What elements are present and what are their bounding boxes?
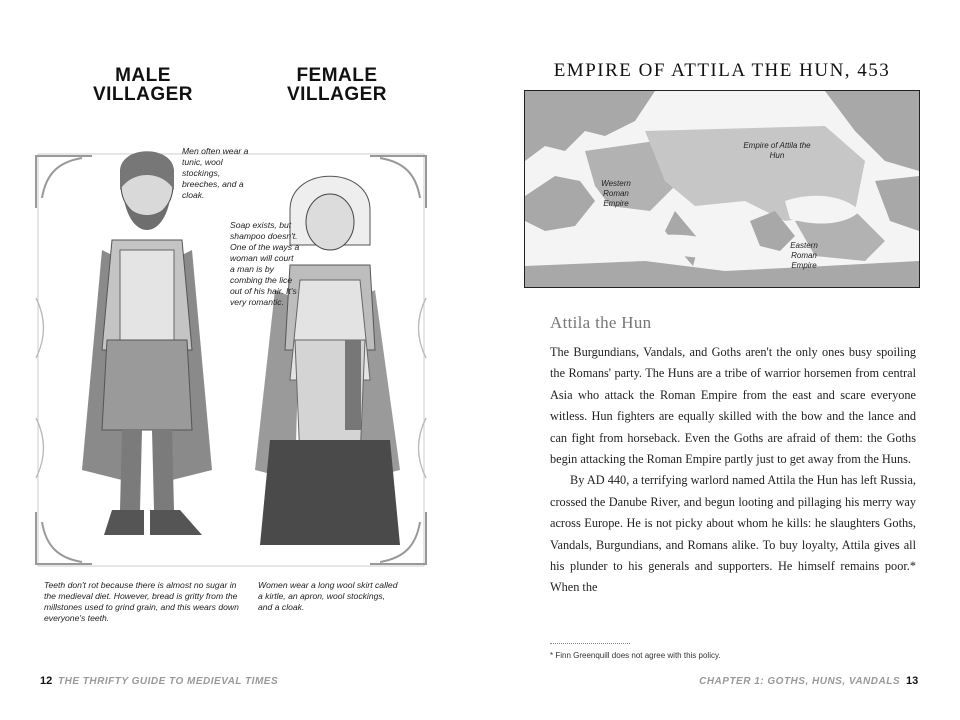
map-title: EMPIRE OF ATTILA THE HUN, 453 xyxy=(553,60,891,81)
paragraph-1: The Burgundians, Vandals, and Goths aren't the only ones busy spoiling the Romans' party. The Huns are a tribe of warrior horsemen from central Asia who attack the Roman Empire from the east and scare everyone witless. Hun fighters are equally skilled with the bow and the lance and can fight from horseback. Even the Goths are afraid of them: the Goths begin attacking the Roman Empire partly just to get away from the Huns. xyxy=(550,345,916,467)
map-label-hun: Empire of Attila the Hun xyxy=(743,141,811,160)
empire-map xyxy=(524,90,920,288)
female-villager-caption: Women wear a long wool skirt called a kirtle, an apron, wool stockings, and a cloak. xyxy=(258,580,398,612)
female-villager-note: Soap exists, but shampoo doesn't. One of the ways a woman will court a man is by combing the lice out of his hair. It's very romantic. xyxy=(230,220,300,307)
female-villager-title: FEMALE VILLAGER xyxy=(286,65,388,105)
male-villager-illustration xyxy=(62,140,232,560)
body-text xyxy=(550,342,916,599)
map-label-east: Eastern Roman Empire xyxy=(790,241,818,270)
right-running-head: CHAPTER 1: GOTHS, HUNS, VANDALS xyxy=(699,676,900,687)
left-page-number: 12 xyxy=(40,675,53,687)
footnote-rule xyxy=(550,643,630,644)
map-label-west: Western Roman Empire xyxy=(601,179,631,208)
left-running-head: THE THRIFTY GUIDE TO MEDIEVAL TIMES xyxy=(58,676,279,687)
footnote: * Finn Greenquill does not agree with this policy. xyxy=(550,651,721,660)
map-drawing xyxy=(525,91,919,287)
male-villager-caption: Teeth don't rot because there is almost no sugar in the medieval diet. However, bread is gritty from the millstones used to grind grain, and this wears down everyone's teeth. xyxy=(44,580,239,623)
section-heading: Attila the Hun xyxy=(550,313,652,332)
male-villager-title: MALE VILLAGER xyxy=(92,65,194,105)
male-villager-note: Men often wear a tunic, wool stockings, breeches, and a cloak. xyxy=(182,146,249,200)
right-page-number: 13 xyxy=(906,675,919,687)
paragraph-2: By AD 440, a terrifying warlord named Attila the Hun has left Russia, crossed the Danube River, and begun looting and pillaging his merry way across Europe. He is not picky about whom he kills: he slaughters Goths, Vandals, Burgundians, and Romans alike. To buy loyalty, Attila gives all his plunder to his generals and supporters. He himself remains poor.* When the xyxy=(550,473,916,595)
